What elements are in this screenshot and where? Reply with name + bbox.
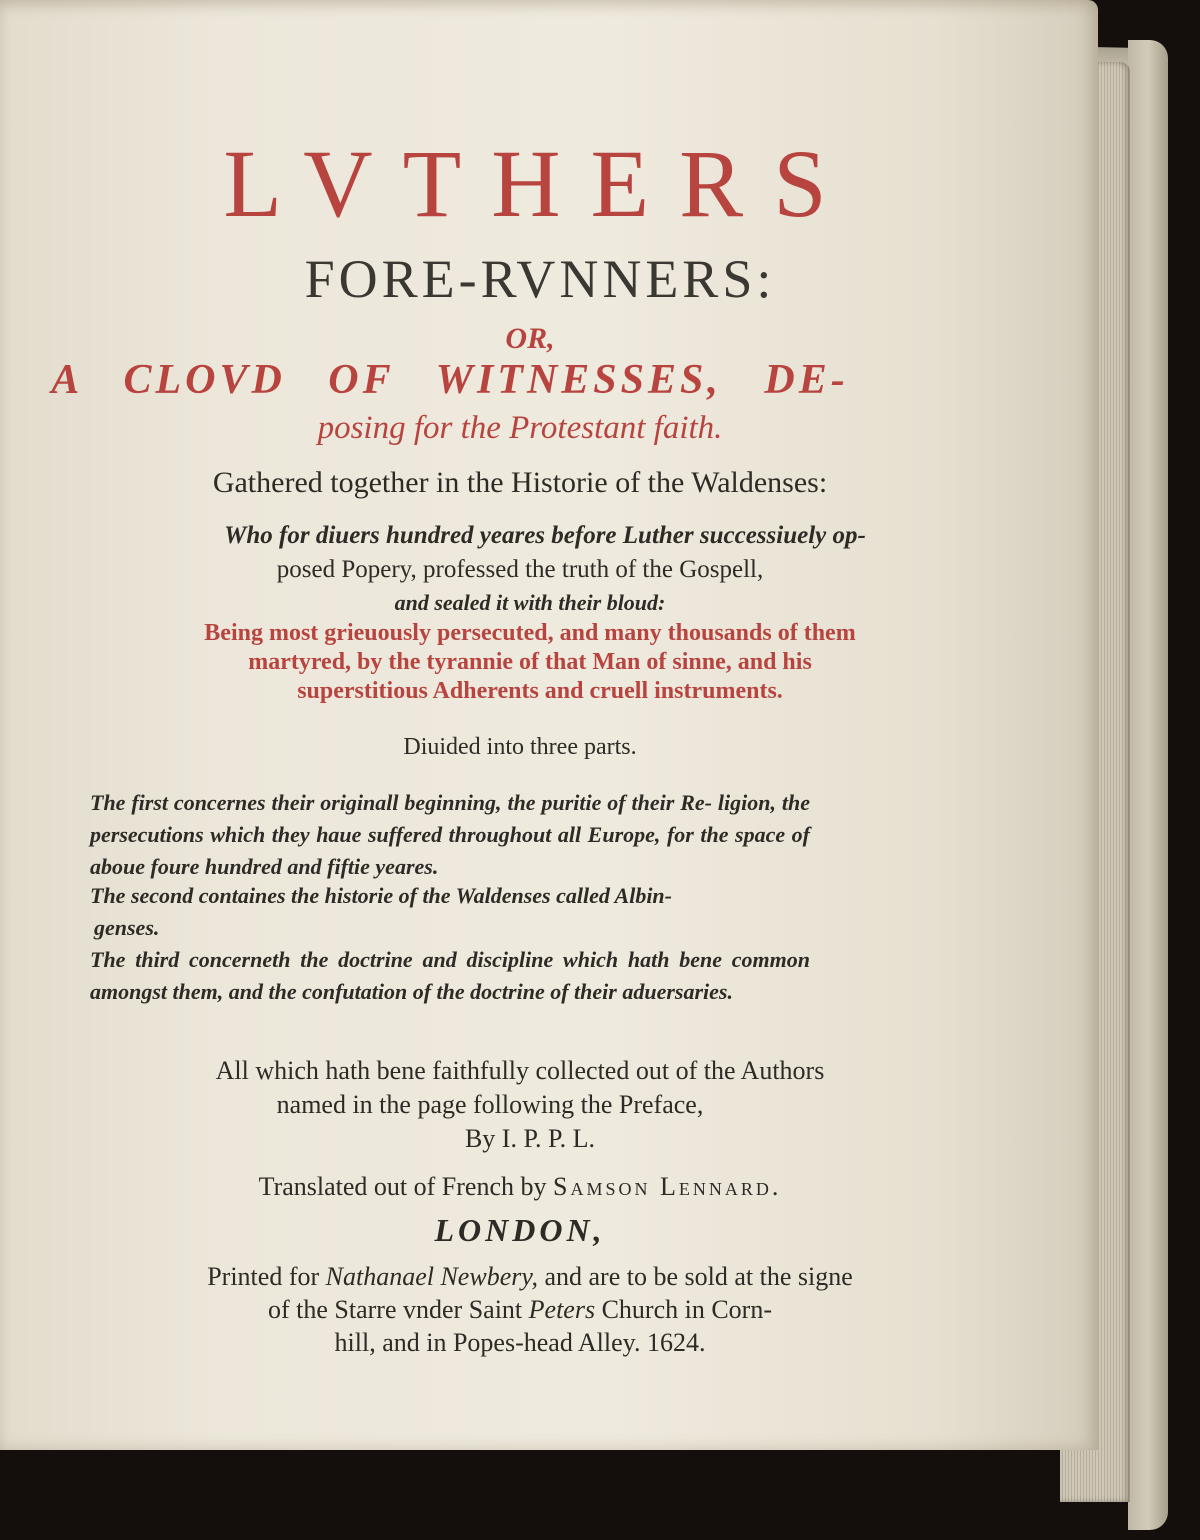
title-line-2: FORE-RVNNERS: bbox=[304, 249, 776, 309]
church-name: Peters bbox=[528, 1295, 596, 1324]
part-second-a: The second containes the historie of the Waldenses called Albin- bbox=[90, 883, 672, 908]
imprint-line-2-b: Church in Corn- bbox=[601, 1295, 772, 1324]
persecuted-line-1: Being most grieuously persecuted, and many thousands of them bbox=[204, 620, 856, 646]
part-second-b: genses. bbox=[94, 915, 160, 940]
title-or: OR, bbox=[505, 322, 555, 355]
collected-line-1: All which hath bene faithfully collected out of the Authors bbox=[215, 1056, 825, 1085]
collected-line-2: named in the page following the Preface, bbox=[276, 1090, 704, 1119]
part-first: The first concernes their originall beginning, the puritie of their Re- ligion, the persecutions which they haue suffered throughout all Europe, for the space of aboue foure hundred and fiftie yeares. bbox=[90, 790, 810, 879]
persecuted-line-2: martyred, by the tyrannie of that Man of sinne, and his bbox=[248, 649, 812, 675]
translated-prefix: Translated out of French by bbox=[258, 1172, 547, 1201]
imprint-line-1-a: Printed for bbox=[207, 1262, 320, 1291]
title-line-1: LVTHERS bbox=[223, 130, 857, 237]
gathered-line: Gathered together in the Historie of the Waldenses: bbox=[212, 466, 828, 499]
imprint-city: LONDON, bbox=[434, 1212, 606, 1248]
imprint-line-2-a: of the Starre vnder Saint bbox=[268, 1295, 523, 1324]
printer-name: Nathanael Newbery, bbox=[325, 1262, 538, 1291]
imprint-line-2 bbox=[0, 1295, 1040, 1325]
part-third: The third concerneth the doctrine and discipline which hath bene common amongst them, and the confutation of the doctrine of their aduersaries. bbox=[90, 947, 810, 1004]
collected-by: By I. P. P. L. bbox=[464, 1124, 596, 1153]
who-line-2: posed Popery, professed the truth of the Gospell, bbox=[276, 556, 764, 583]
imprint-line-1-b: and are to be sold at the signe bbox=[544, 1262, 853, 1291]
imprint-line-3: hill, and in Popes-head Alley. 1624. bbox=[334, 1328, 706, 1357]
title-cloud: A CLOVD OF WITNESSES, DE- bbox=[51, 357, 849, 403]
imprint-line-1 bbox=[10, 1262, 1050, 1292]
who-line-3: and sealed it with their bloud: bbox=[394, 590, 666, 615]
divided-line: Diuided into three parts. bbox=[403, 734, 637, 760]
who-line-1: Who for diuers hundred yeares before Luther successiuely op- bbox=[224, 522, 866, 549]
persecuted-line-3: superstitious Adherents and cruell instruments. bbox=[297, 678, 783, 704]
title-posing: posing for the Protestant faith. bbox=[317, 410, 723, 446]
translated-line bbox=[0, 1172, 1040, 1202]
book-cover-right-edge bbox=[1128, 40, 1168, 1530]
translator-name: Samson Lennard. bbox=[553, 1172, 782, 1201]
part-second bbox=[90, 880, 810, 944]
